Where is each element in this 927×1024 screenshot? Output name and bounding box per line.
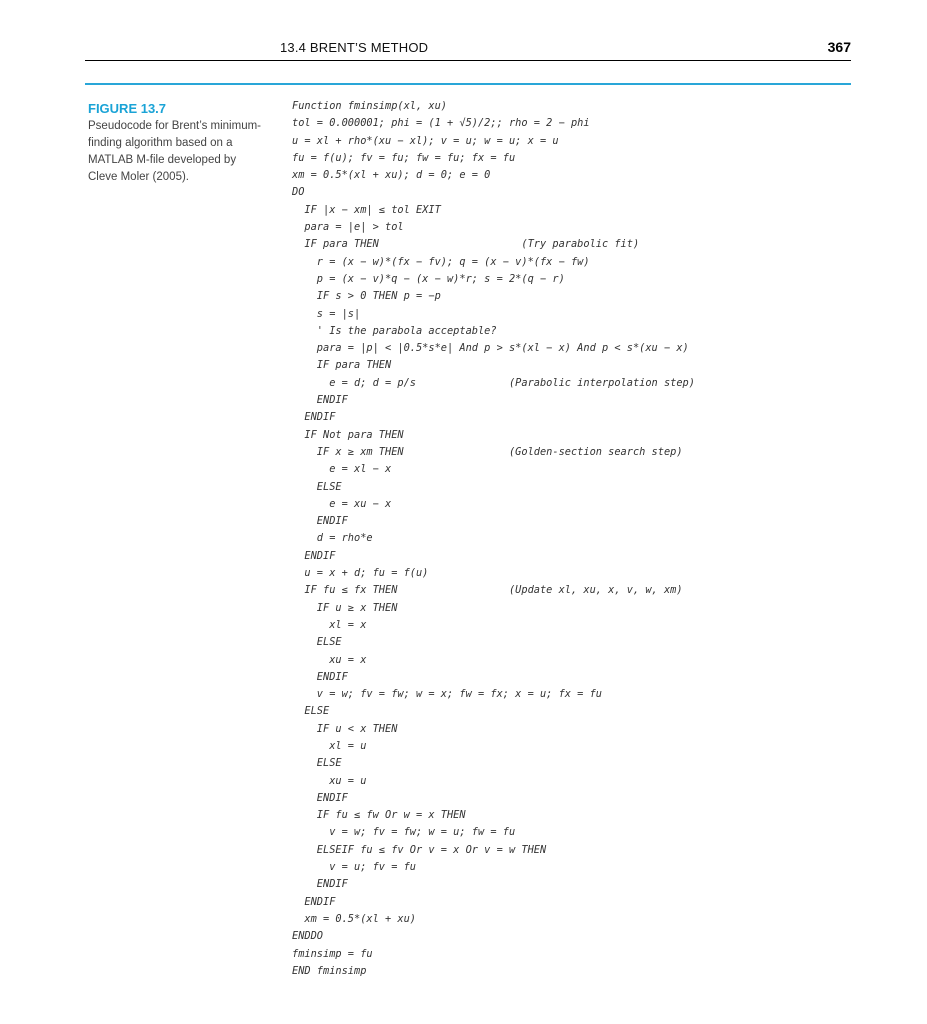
figure-caption: Pseudocode for Brent’s minimum-finding algorithm based on a MATLAB M-file developed by Cleve Moler (2005). bbox=[88, 120, 261, 183]
code-line: xu = x bbox=[292, 653, 367, 666]
code-line: IF Not para THEN bbox=[292, 428, 404, 441]
accent-rule bbox=[85, 83, 851, 85]
code-line: e = xl − x bbox=[292, 463, 392, 476]
code-line: u = xl + rho*(xu − xl); v = u; w = u; x = u bbox=[292, 134, 559, 147]
code-line: IF fu ≤ fw Or w = x THEN bbox=[292, 809, 466, 822]
page-number: 367 bbox=[827, 39, 851, 55]
code-line: IF u < x THEN bbox=[292, 722, 398, 735]
section-title: 13.4 BRENT’S METHOD bbox=[280, 40, 429, 55]
code-line: IF para THEN bbox=[292, 359, 392, 372]
figure-caption-block bbox=[88, 100, 263, 186]
code-line: ELSE bbox=[292, 705, 330, 718]
code-line: xm = 0.5*(xl + xu); d = 0; e = 0 bbox=[292, 169, 491, 182]
code-line: s = |s| bbox=[292, 307, 361, 320]
code-line: xl = u bbox=[292, 739, 367, 752]
code-line: p = (x − v)*q − (x − w)*r; s = 2*(q − r) bbox=[292, 272, 565, 285]
code-line: ENDDO bbox=[292, 930, 323, 943]
code-line: ELSE bbox=[292, 636, 342, 649]
code-line: ENDIF bbox=[292, 549, 336, 562]
code-line: tol = 0.000001; phi = (1 + √5)/2;; rho = 2 − phi bbox=[292, 117, 590, 130]
code-line: IF x ≥ xm THEN (Golden-section search step) bbox=[292, 445, 683, 458]
code-line: v = w; fv = fw; w = x; fw = fx; x = u; fx = fu bbox=[292, 688, 602, 701]
code-line: IF s > 0 THEN p = −p bbox=[292, 290, 441, 303]
code-line: ENDIF bbox=[292, 791, 348, 804]
code-line: fminsimp = fu bbox=[292, 947, 373, 960]
code-line: IF |x − xm| ≤ tol EXIT bbox=[292, 203, 441, 216]
code-line: d = rho*e bbox=[292, 532, 373, 545]
code-line: ELSE bbox=[292, 480, 342, 493]
code-line: e = xu − x bbox=[292, 497, 392, 510]
code-line: IF u ≥ x THEN bbox=[292, 601, 398, 614]
figure-label: FIGURE 13.7 bbox=[88, 101, 167, 116]
code-line: ENDIF bbox=[292, 670, 348, 683]
code-line: ENDIF bbox=[292, 394, 348, 407]
code-line: ENDIF bbox=[292, 411, 336, 424]
code-line: u = x + d; fu = f(u) bbox=[292, 567, 429, 580]
code-line: para = |p| < |0.5*s*e| And p > s*(xl − x) And p < s*(xu − x) bbox=[292, 342, 689, 355]
code-line: v = w; fv = fw; w = u; fw = fu bbox=[292, 826, 516, 839]
code-line: xu = u bbox=[292, 774, 367, 787]
code-line: IF fu ≤ fx THEN (Update xl, xu, x, v, w, xm) bbox=[292, 584, 683, 597]
code-line: ELSE bbox=[292, 757, 342, 770]
code-line: END fminsimp bbox=[292, 964, 367, 977]
code-line: IF para THEN (Try parabolic fit) bbox=[292, 238, 640, 251]
code-line: ENDIF bbox=[292, 515, 348, 528]
code-line: r = (x − w)*(fx − fv); q = (x − v)*(fx − fw) bbox=[292, 255, 590, 268]
code-line: Function fminsimp(xl, xu) bbox=[292, 100, 447, 112]
code-line: para = |e| > tol bbox=[292, 221, 404, 234]
pseudocode-listing bbox=[292, 98, 852, 980]
running-head bbox=[85, 40, 851, 61]
code-line: e = d; d = p/s (Parabolic interpolation step) bbox=[292, 376, 695, 389]
code-line: v = u; fv = fu bbox=[292, 861, 416, 874]
code-line: ELSEIF fu ≤ fv Or v = x Or v = w THEN bbox=[292, 843, 547, 856]
code-line: DO bbox=[292, 186, 305, 199]
code-line: xm = 0.5*(xl + xu) bbox=[292, 912, 416, 925]
code-line: ENDIF bbox=[292, 878, 348, 891]
code-line: xl = x bbox=[292, 618, 367, 631]
code-line: ENDIF bbox=[292, 895, 336, 908]
code-line: ' Is the parabola acceptable? bbox=[292, 324, 497, 337]
code-line: fu = f(u); fv = fu; fw = fu; fx = fu bbox=[292, 151, 516, 164]
